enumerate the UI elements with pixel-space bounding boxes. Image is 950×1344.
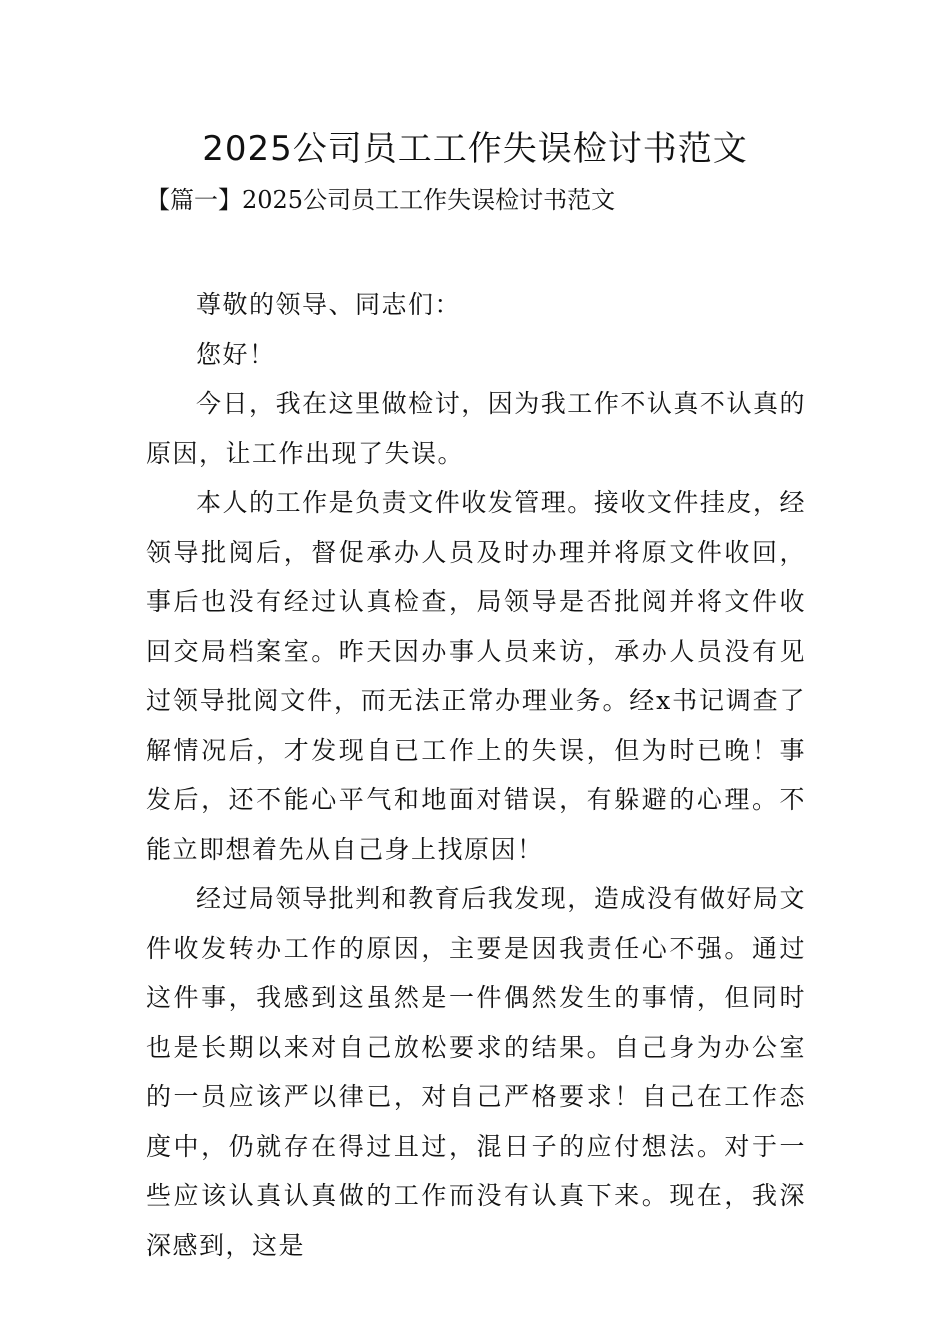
body-paragraph: 今日，我在这里做检讨，因为我工作不认真不认真的原因，让工作出现了失误。: [146, 389, 806, 468]
greeting: 您好！: [196, 339, 276, 369]
document-body: [146, 280, 806, 1270]
body-paragraph: 经过局领导批判和教育后我发现，造成没有做好局文件收发转办工作的原因，主要是因我责任心不强。通过这件事，我感到这虽然是一件偶然发生的事情，但同时也是长期以来对自己放松要求的结果。自己身为办公室的一员应该严以律已，对自己严格要求！自己在工作态度中，仍就存在得过且过，混日子的应付想法。对于一些应该认真认真做的工作而没有认真下来。现在，我深深感到，这是: [146, 884, 806, 1260]
document-title: 2025公司员工工作失误检讨书范文: [202, 129, 748, 169]
salutation: 尊敬的领导、同志们：: [196, 290, 462, 319]
document-subtitle: 【篇一】2025公司员工工作失误检讨书范文: [146, 186, 616, 214]
body-paragraph: 本人的工作是负责文件收发管理。接收文件挂皮，经领导批阅后，督促承办人员及时办理并将原文件收回，事后也没有经过认真检查，局领导是否批阅并将文件收回交局档案室。昨天因办事人员来访，承办人员没有见过领导批阅文件，而无法正常办理业务。经x书记调查了解情况后，才发现自已工作上的失误，但为时已晚！事发后，还不能心平气和地面对错误，有躲避的心理。不能立即想着先从自己身上找原因！: [146, 488, 806, 864]
